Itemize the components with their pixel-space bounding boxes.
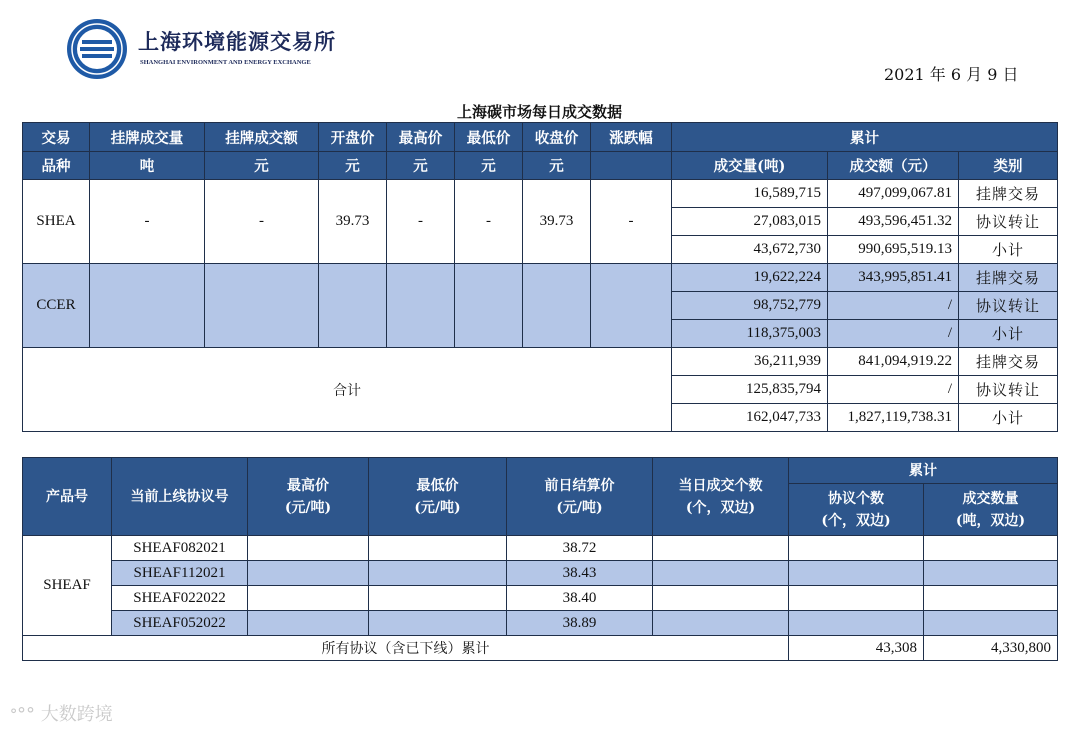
header-prev-settle-unit: (元/吨) <box>556 499 603 516</box>
header-high-unit: (元/吨) <box>284 499 332 516</box>
agreements-count <box>789 536 924 561</box>
low-price <box>369 536 507 561</box>
exchange-logo-icon <box>66 18 128 80</box>
cum-volume: 27,083,015 <box>672 208 828 236</box>
cum-volume: 162,047,733 <box>672 404 828 432</box>
header-unit-yuan: 元 <box>455 152 523 180</box>
high-price: - <box>387 180 455 264</box>
header-product-bottom: 品种 <box>23 152 90 180</box>
daily-trading-table <box>22 122 1058 432</box>
listed-amount <box>205 264 319 348</box>
header-agreements-unit: (个，双边) <box>821 512 891 529</box>
contract-code: SHEAF052022 <box>112 611 248 636</box>
header-contract: 当前上线协议号 <box>112 458 248 536</box>
listed-volume <box>90 264 205 348</box>
header-open: 开盘价 <box>319 123 387 152</box>
header-change: 涨跌幅 <box>591 123 672 152</box>
cum-amount: 1,827,119,738.31 <box>828 404 959 432</box>
category: 挂牌交易 <box>959 264 1058 292</box>
table-row <box>23 586 1058 611</box>
all-volume: 4,330,800 <box>924 636 1058 661</box>
prev-settle-price: 38.72 <box>507 536 653 561</box>
low-price <box>369 586 507 611</box>
header-low-unit: (元/吨) <box>414 499 461 516</box>
cum-volume: 118,375,003 <box>672 320 828 348</box>
header-day-count <box>653 458 789 536</box>
organization-name-en: SHANGHAI ENVIRONMENT AND ENERGY EXCHANGE <box>140 59 311 66</box>
volume-count <box>924 536 1058 561</box>
header-high-label: 最高价 <box>287 477 329 494</box>
header-unit-yuan: 元 <box>523 152 591 180</box>
cum-amount: 990,695,519.13 <box>828 236 959 264</box>
high-price <box>248 536 369 561</box>
header-cumulative: 累计 <box>672 123 1058 152</box>
cum-volume: 36,211,939 <box>672 348 828 376</box>
high-price <box>248 561 369 586</box>
volume-count <box>924 586 1058 611</box>
category: 协议转让 <box>959 208 1058 236</box>
cum-amount: 343,995,851.41 <box>828 264 959 292</box>
close-price <box>523 264 591 348</box>
listed-amount: - <box>205 180 319 264</box>
cum-amount: 497,099,067.81 <box>828 180 959 208</box>
prev-settle-price: 38.43 <box>507 561 653 586</box>
cum-volume: 125,835,794 <box>672 376 828 404</box>
header-volume-unit: (吨，双边) <box>955 512 1026 529</box>
table-row <box>23 536 1058 561</box>
day-count <box>653 611 789 636</box>
header-unit-yuan: 元 <box>319 152 387 180</box>
low-price: - <box>455 180 523 264</box>
cum-amount: 841,094,919.22 <box>828 348 959 376</box>
header-prev-settle-label: 前日结算价 <box>544 477 615 494</box>
contract-code: SHEAF112021 <box>112 561 248 586</box>
agreements-count <box>789 586 924 611</box>
table-row <box>23 348 1058 376</box>
watermark <box>10 700 113 726</box>
table-row <box>23 180 1058 208</box>
header-volume-label: 成交数量 <box>962 490 1019 507</box>
cum-amount: / <box>828 292 959 320</box>
table-row <box>23 561 1058 586</box>
cum-amount: 493,596,451.32 <box>828 208 959 236</box>
total-label: 合计 <box>23 348 672 432</box>
cum-volume: 43,672,730 <box>672 236 828 264</box>
close-price: 39.73 <box>523 180 591 264</box>
header-agreements <box>789 484 924 536</box>
low-price <box>455 264 523 348</box>
cum-volume: 98,752,779 <box>672 292 828 320</box>
open-price <box>319 264 387 348</box>
product-name: SHEA <box>23 180 90 264</box>
header-unit-yuan: 元 <box>205 152 319 180</box>
day-count <box>653 561 789 586</box>
contract-code: SHEAF082021 <box>112 536 248 561</box>
category: 挂牌交易 <box>959 180 1058 208</box>
category: 协议转让 <box>959 376 1058 404</box>
header-high-price <box>248 458 369 536</box>
high-price <box>387 264 455 348</box>
high-price <box>248 586 369 611</box>
all-agreements-label: 所有协议（含已下线）累计 <box>23 636 789 661</box>
header-low-label: 最低价 <box>416 477 459 494</box>
cum-volume: 19,622,224 <box>672 264 828 292</box>
header-cumulative: 累计 <box>789 458 1058 484</box>
header-cum-amount: 成交额（元） <box>828 152 959 180</box>
agreements-count <box>789 561 924 586</box>
day-count <box>653 536 789 561</box>
high-price <box>248 611 369 636</box>
header-day-count-label: 当日成交个数 <box>678 477 763 494</box>
day-count <box>653 586 789 611</box>
header-high: 最高价 <box>387 123 455 152</box>
header-cum-volume: 成交量(吨) <box>672 152 828 180</box>
header-close: 收盘价 <box>523 123 591 152</box>
header-low-price <box>369 458 507 536</box>
product-code: SHEAF <box>23 536 112 636</box>
price-change <box>591 264 672 348</box>
product-name: CCER <box>23 264 90 348</box>
header-unit-yuan: 元 <box>387 152 455 180</box>
prev-settle-price: 38.40 <box>507 586 653 611</box>
header-day-count-unit: (个，双边) <box>685 499 756 516</box>
header-change-unit <box>591 152 672 180</box>
header-agreements-label: 协议个数 <box>828 490 884 507</box>
organization-name: 上海环境能源交易所 <box>138 29 336 54</box>
header-listed-amount: 挂牌成交额 <box>205 123 319 152</box>
header-volume <box>924 484 1058 536</box>
table-title: 上海碳市场每日成交数据 <box>456 103 622 121</box>
table-row <box>23 636 1058 661</box>
low-price <box>369 561 507 586</box>
category: 协议转让 <box>959 292 1058 320</box>
cum-amount: / <box>828 320 959 348</box>
category: 小计 <box>959 320 1058 348</box>
category: 挂牌交易 <box>959 348 1058 376</box>
volume-count <box>924 611 1058 636</box>
header-prev-settle <box>507 458 653 536</box>
all-agreements-count: 43,308 <box>789 636 924 661</box>
category: 小计 <box>959 404 1058 432</box>
contract-code: SHEAF022022 <box>112 586 248 611</box>
price-change: - <box>591 180 672 264</box>
report-date: 2021 年 6 月 9 日 <box>884 65 1019 84</box>
cum-volume: 16,589,715 <box>672 180 828 208</box>
low-price <box>369 611 507 636</box>
header-unit-ton: 吨 <box>90 152 205 180</box>
table-row <box>23 264 1058 292</box>
agreements-count <box>789 611 924 636</box>
category: 小计 <box>959 236 1058 264</box>
header-low: 最低价 <box>455 123 523 152</box>
forward-contracts-table <box>22 457 1058 661</box>
prev-settle-price: 38.89 <box>507 611 653 636</box>
header-category: 类别 <box>959 152 1058 180</box>
cum-amount: / <box>828 376 959 404</box>
watermark-text: 大数跨境 <box>40 704 113 725</box>
table-row <box>23 611 1058 636</box>
open-price: 39.73 <box>319 180 387 264</box>
watermark-logo-icon: ᐤ°° <box>10 704 36 725</box>
listed-volume: - <box>90 180 205 264</box>
header-product-code: 产品号 <box>23 458 112 536</box>
header-listed-volume: 挂牌成交量 <box>90 123 205 152</box>
header-product-top: 交易 <box>23 123 90 152</box>
volume-count <box>924 561 1058 586</box>
